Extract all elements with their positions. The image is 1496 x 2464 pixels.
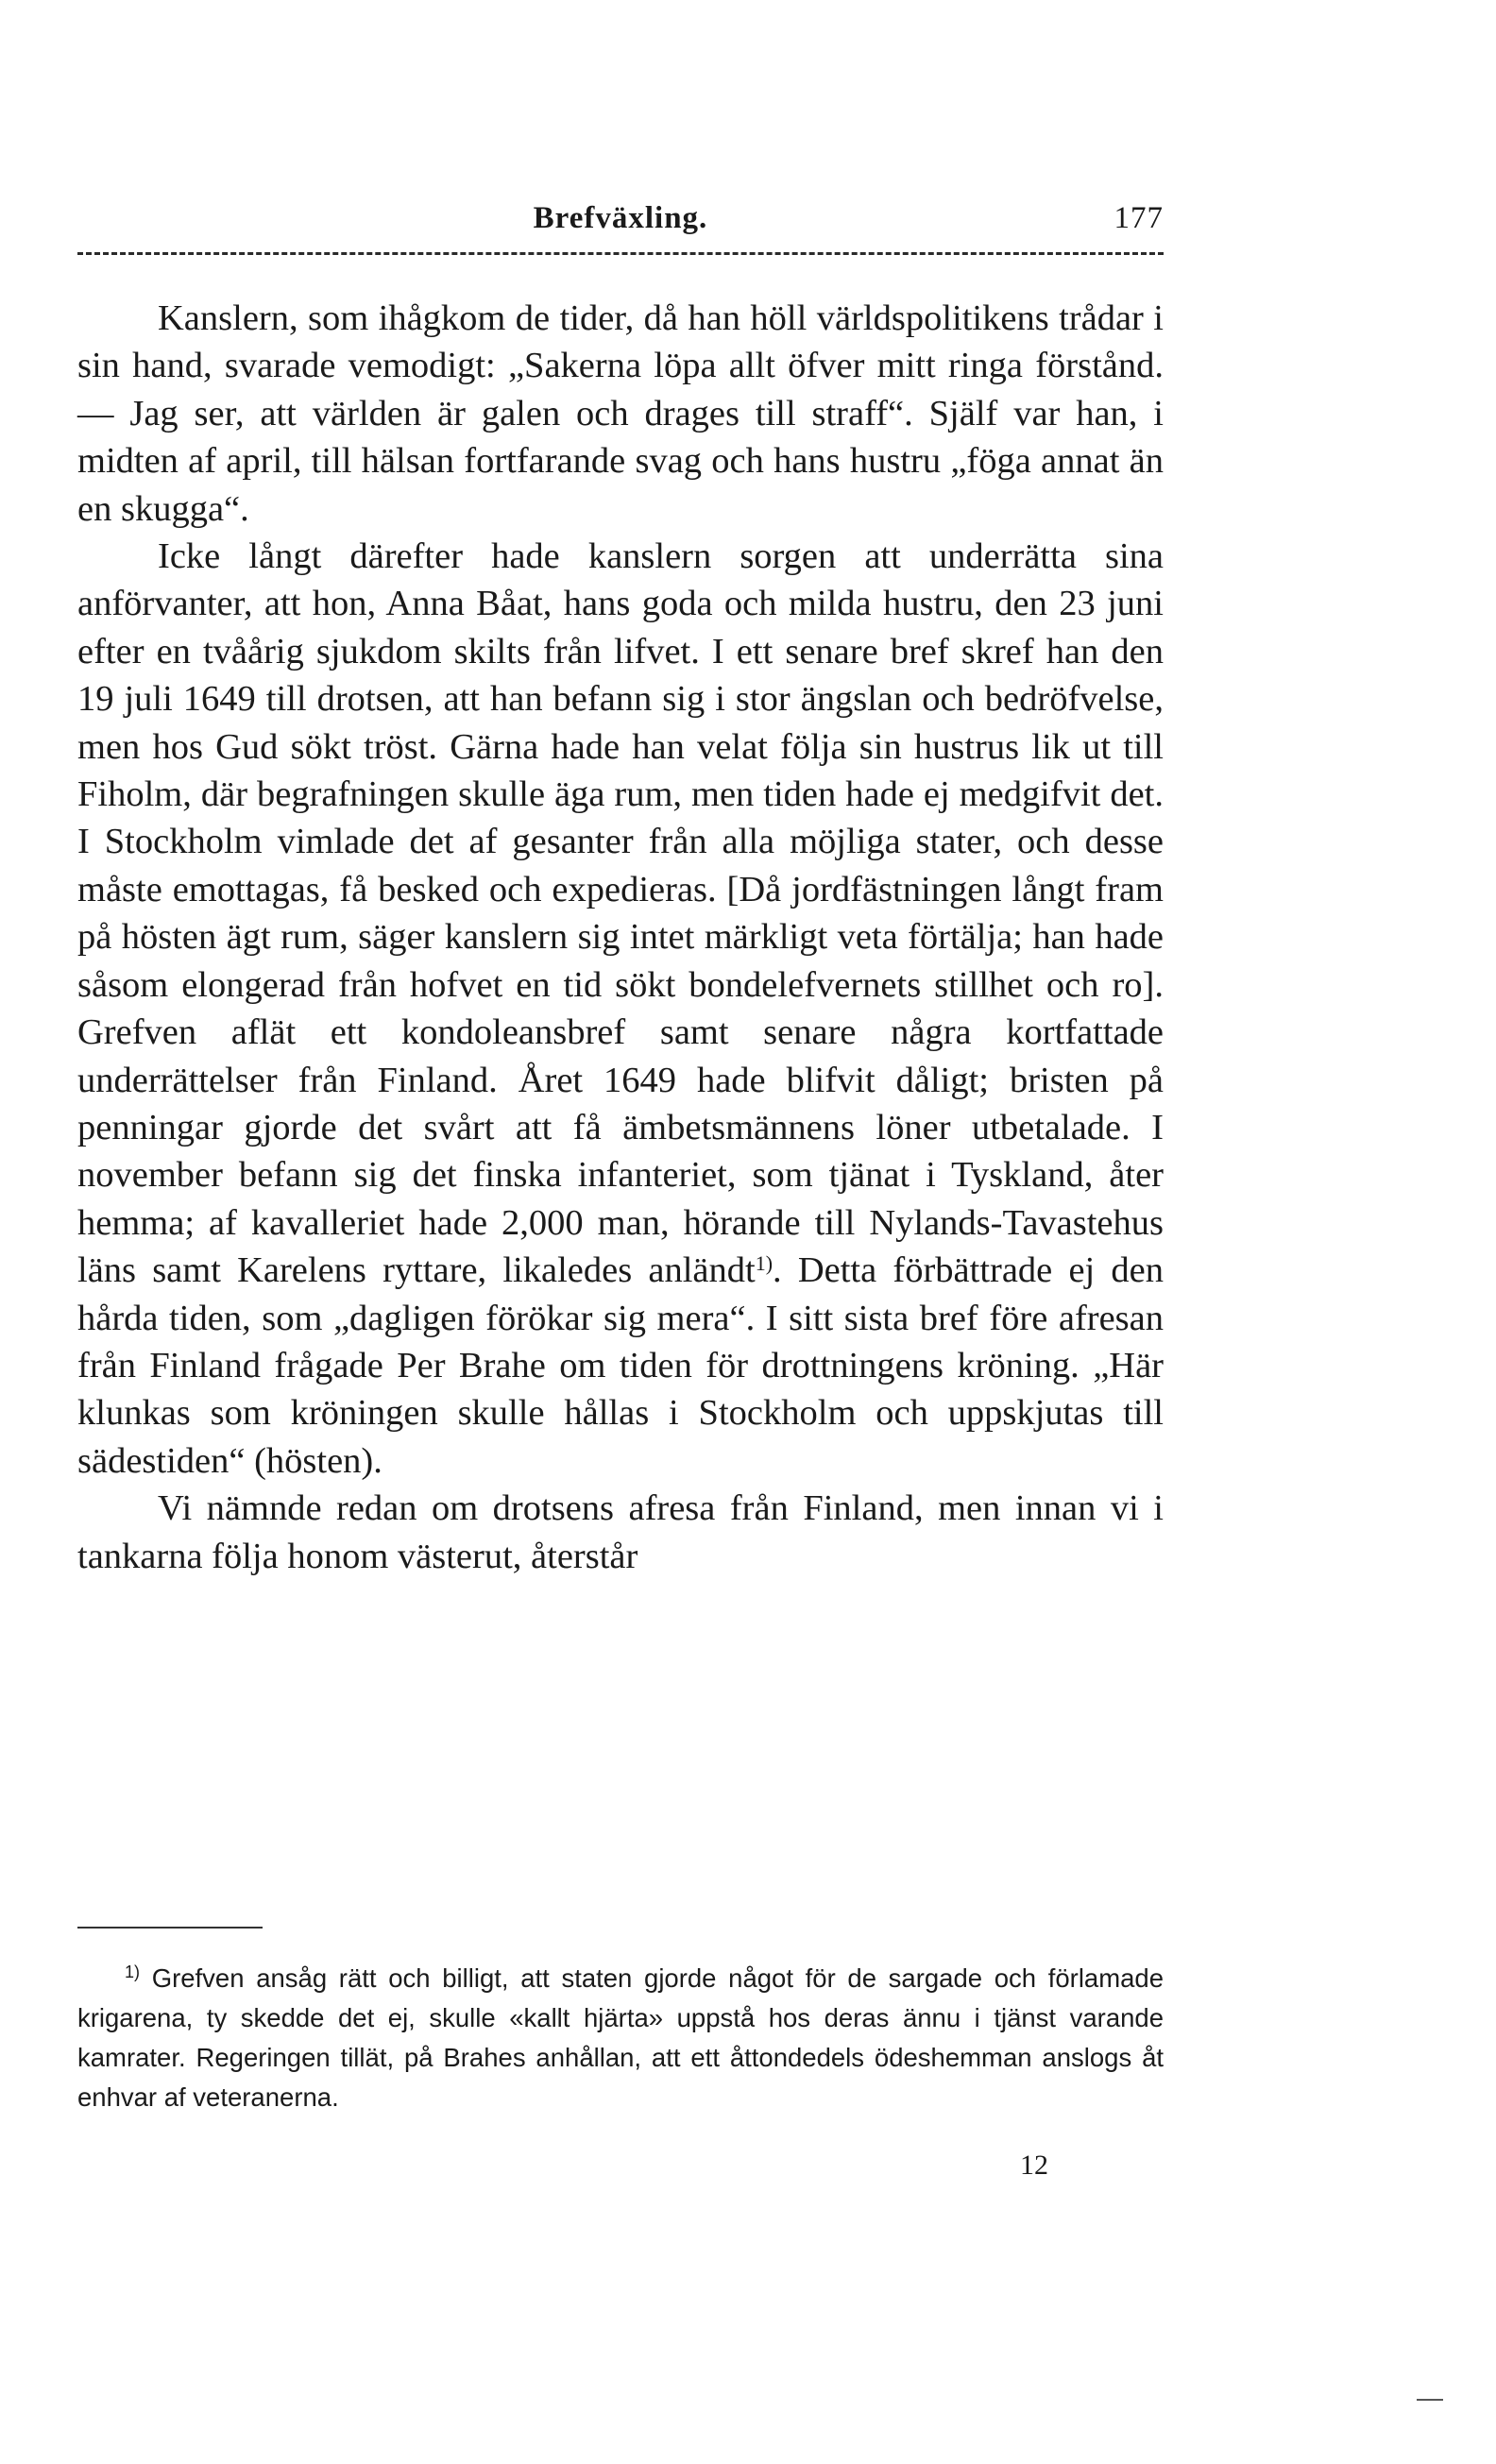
paragraph-text: Icke långt därefter hade kanslern sorgen att underrätta sina anförvanter, att hon, Anna Båat, hans goda och milda hustru, den 23 juni efter en tvåårig sjukdom skilts från lifvet. I ett senare bref skref han den 19 juli 1649 till drotsen, att han befann sig i stor ängslan och bedröfvelse, men hos Gud sökt tröst. Gärna hade han velat följa sin hustrus lik ut till Fiholm, där begrafningen skulle äga rum, men tiden hade ej medgifvit det. I Stockholm vimlade det af gesanter från alla möjliga stater, och desse måste emottagas, få besked och expedieras. [Då jordfästningen långt fram på hösten ägt rum, säger kanslern sig intet märkligt veta förtälja; han hade såsom elongerad från hofvet en tid sökt bondelefvernets stillhet och ro]. Grefven aflät ett kondoleansbref samt senare några kortfattade underrättelser från Finland. Året 1649 hade blifvit dåligt; bristen på penningar gjorde det svårt att få ämbetsmännens löner utbetalade. I november befann sig det finska infanteriet, som tjänat i Tyskland, åter hemma; af kavalleriet hade 2,000 man, hörande till Nylands-Tavastehus läns samt Karelens ryttare, likaledes anländt — [77, 536, 1164, 1291]
paragraph: Vi nämnde redan om drotsens afresa från Finland, men innan vi i tankarna följa honom västerut, återstår — [77, 1488, 1164, 1576]
running-head-title: Brefväxling. — [533, 201, 708, 235]
header-rule — [77, 252, 1164, 255]
running-head — [77, 201, 1164, 258]
paragraph — [77, 533, 1164, 1485]
paragraph: Kanslern, som ihågkom de tider, då han höll världspolitikens trådar i sin hand, svarade vemodigt: „Sakerna löpa allt öfver mitt ringa förstånd. — Jag ser, att världen är galen och drages till straff“. Själf var han, i midten af april, till hälsan fortfarande svag och hans hustru „föga annat än en skugga“. — [77, 298, 1164, 529]
footnote-reference: 1) — [755, 1251, 774, 1276]
page-number: 177 — [1114, 201, 1164, 235]
footnote — [77, 1959, 1164, 2117]
printer-signature: 12 — [1020, 2150, 1048, 2181]
margin-mark — [1417, 2399, 1443, 2401]
footnote-text: Grefven ansåg rätt och billigt, att staten gjorde något för de sargade och förlamade krigarena, ty skedde det ej, skulle «kallt hjärta» uppstå hos deras ännu i tjänst varande kamrater. Regeringen tillät, på Brahes anhållan, att ett åttondedels ödeshemman anslogs åt enhvar af veteranerna. — [77, 1963, 1164, 2112]
body-text — [77, 295, 1164, 1580]
footnote-marker: 1) — [125, 1963, 141, 1981]
paragraph-text: . Detta förbättrade ej den hårda tiden, som „dagligen förökar sig mera“. I sitt sista bref före afresan från Finland frågade Per Brahe om tiden för drottningens kröning. „Här klunkas som kröningen skulle hållas i Stockholm och uppskjutas till sädestiden“ (hösten). — [77, 1250, 1164, 1481]
footnote-rule — [77, 1927, 263, 1929]
footnotes — [77, 1959, 1164, 2117]
